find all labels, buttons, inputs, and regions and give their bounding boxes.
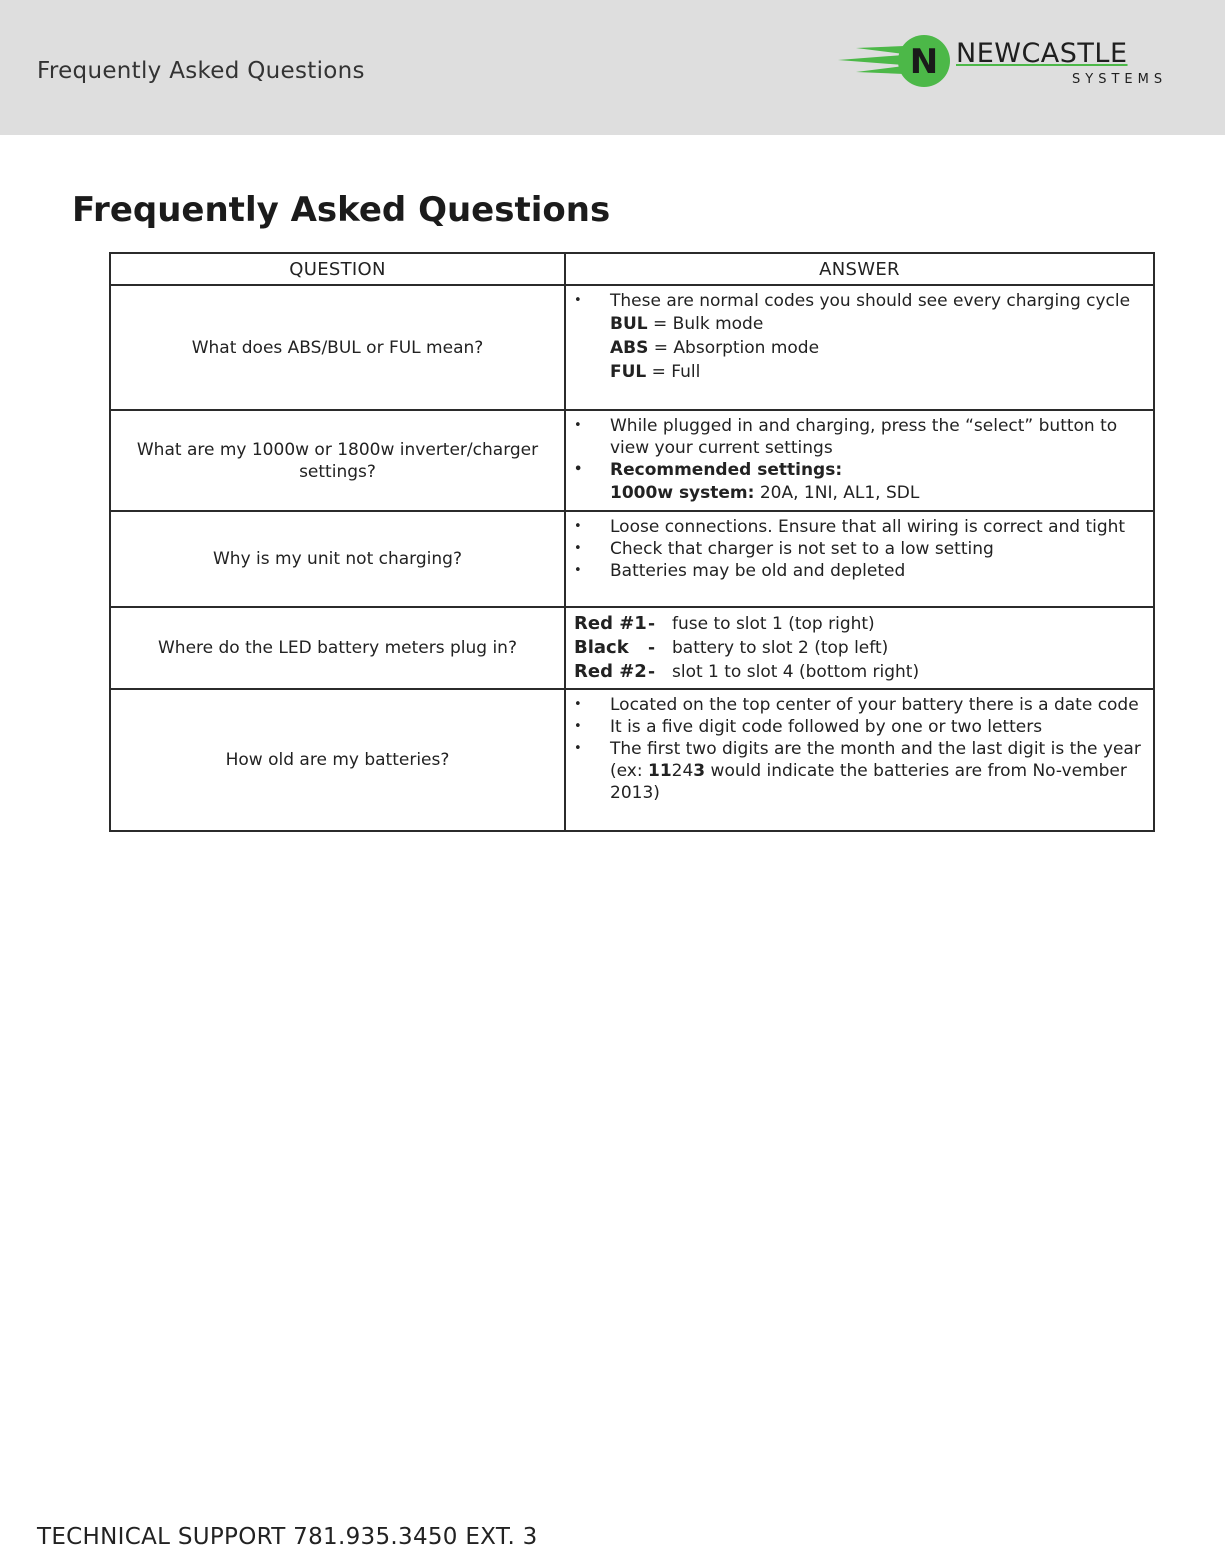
meter-line: [574, 660, 1145, 684]
list-item: • It is a five digit code followed by one or two letters: [574, 716, 1145, 738]
code-key: ABS: [610, 338, 649, 358]
list-item: • Located on the top center of your battery there is a date code: [574, 694, 1145, 716]
answer-cell: [565, 689, 1154, 831]
table-row: [110, 607, 1154, 689]
page-title: Frequently Asked Questions: [72, 190, 611, 230]
question-column-header: QUESTION: [110, 253, 565, 285]
list-item: • Check that charger is not set to a low setting: [574, 538, 1145, 560]
list-item: [574, 738, 1145, 804]
question-cell: How old are my batteries?: [110, 689, 565, 831]
technical-support-footer: TECHNICAL SUPPORT 781.935.3450 EXT. 3: [37, 1524, 538, 1550]
system-key: 1000w system:: [610, 483, 755, 503]
answer-cell: [565, 285, 1154, 410]
table-row: [110, 285, 1154, 410]
meter-value: battery to slot 2 (top left): [672, 638, 889, 658]
code-key: FUL: [610, 362, 647, 382]
code-line: [574, 360, 1145, 384]
code-value: = Absorption mode: [648, 338, 820, 358]
answer-cell: [565, 410, 1154, 511]
code-value: = Bulk mode: [647, 314, 764, 334]
meter-key: Red #2: [574, 661, 647, 682]
meter-line: [574, 612, 1145, 636]
faq-table: [109, 252, 1155, 832]
date-code-text-before: The first two digits are the month and the last digit is the year (ex:: [610, 739, 1141, 781]
list-item: • These are normal codes you should see every charging cycle: [574, 290, 1145, 312]
meter-key: Red #1: [574, 613, 647, 634]
list-item: • Recommended settings:: [574, 459, 1145, 481]
logo-subtitle: SYSTEMS: [1072, 72, 1168, 87]
system-value: 20A, 1NI, AL1, SDL: [754, 483, 920, 503]
question-cell: Where do the LED battery meters plug in?: [110, 607, 565, 689]
logo-initial: N: [909, 42, 939, 82]
header-title: Frequently Asked Questions: [37, 58, 365, 84]
list-item: • Loose connections. Ensure that all wiring is correct and tight: [574, 516, 1145, 538]
meter-key: Black: [574, 637, 629, 658]
list-item: • Batteries may be old and depleted: [574, 560, 1145, 582]
date-code-text-after: would indicate the batteries are from No-vember 2013): [610, 761, 1127, 803]
table-header-row: [110, 253, 1154, 285]
date-code-year: 3: [693, 761, 706, 781]
code-key: BUL: [610, 314, 648, 334]
answer-cell: [565, 511, 1154, 607]
code-line: [574, 336, 1145, 360]
meter-dash: -: [648, 614, 656, 634]
date-code-month: 11: [647, 761, 672, 781]
question-cell: Why is my unit not charging?: [110, 511, 565, 607]
answer-cell: [565, 607, 1154, 689]
meter-dash: -: [648, 662, 656, 682]
date-code-middle: 24: [671, 761, 694, 781]
meter-line: [574, 636, 1145, 660]
answer-bullets: [574, 290, 1145, 312]
question-cell: What are my 1000w or 1800w inverter/charger settings?: [110, 410, 565, 511]
meter-value: slot 1 to slot 4 (bottom right): [672, 662, 920, 682]
answer-bullets: [574, 694, 1145, 804]
meter-dash: -: [648, 638, 656, 658]
answer-column-header: ANSWER: [565, 253, 1154, 285]
table-row: [110, 689, 1154, 831]
table-row: [110, 410, 1154, 511]
logo-wordmark: NEWCASTLE: [956, 38, 1128, 69]
answer-bullets: [574, 415, 1145, 481]
answer-bullets: [574, 516, 1145, 582]
meter-value: fuse to slot 1 (top right): [672, 614, 875, 634]
list-item: • While plugged in and charging, press the “select” button to view your current settings: [574, 415, 1145, 459]
code-value: = Full: [646, 362, 701, 382]
newcastle-systems-logo: [838, 34, 1198, 92]
code-line: [574, 312, 1145, 336]
system-line: [574, 481, 1145, 505]
page-header: [0, 0, 1225, 135]
table-row: [110, 511, 1154, 607]
logo-mark-icon: [838, 34, 958, 92]
question-cell: What does ABS/BUL or FUL mean?: [110, 285, 565, 410]
